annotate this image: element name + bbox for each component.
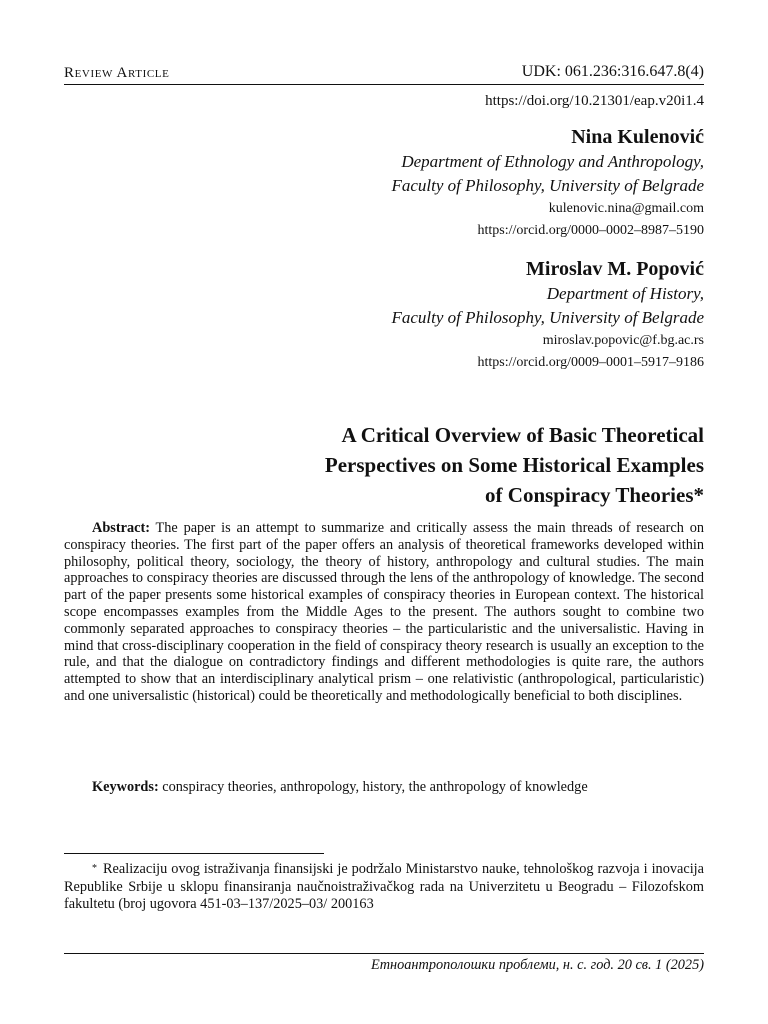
article-page <box>64 0 704 1024</box>
abstract <box>64 520 704 705</box>
article-title <box>64 420 704 510</box>
keywords-label: Keywords: <box>92 779 159 795</box>
footnote <box>64 861 704 914</box>
abstract-text: The paper is an attempt to summarize and critically assess the main threads of research on conspiracy theories. The first part of the paper offers an analysis of theoretical frameworks developed within philosophy, political theory, sociology, the theory of history, anthropology and cultural studies. The main approaches to conspiracy theories are discussed through the lens of the anthropology of knowledge. The second part of the paper presents some historical examples of conspiracy theories in European context. The historical scope encompasses examples from the Middle Ages to the present. The authors sought to combine two commonly separated approaches to conspiracy theories – the particularistic and the universalistic. Having in mind that cross-disciplinary cooperation in the field of conspiracy theory research is usually an exception to the rule, and that the dialogue on contradictory findings and different methodologies is quite rare, the authors attempted to show that an interdisciplinary analytical prism – one relativistic (anthropological, particularistic) and one universalistic (historical) could be theoretically and methodologically beneficial to both disciplines. <box>64 520 704 704</box>
author-orcid[interactable]: https://orcid.org/0000–0002–8987–5190 <box>477 223 704 238</box>
footnote-text: Realizaciju ovog istraživanja finansijski je podržalo Ministarstvo nauke, tehnološkog razvoja i inovacija Republike Srbije u sklopu finansiranja naučnoistraživačkog rada na Univerzitetu u Beogradu – Filozofskom fakultetu (broj ugovora 451-03–137/2025–03/ 200163 <box>64 861 704 912</box>
journal-footer: Етноантрополошки проблеми, н. с. год. 20 св. 1 (2025) <box>370 957 704 973</box>
author-faculty: Faculty of Philosophy, University of Belgrade <box>391 308 704 327</box>
title-line-1: A Critical Overview of Basic Theoretical <box>341 423 704 447</box>
udk-code: UDK: 061.236:316.647.8(4) <box>521 63 704 80</box>
author-faculty: Faculty of Philosophy, University of Belgrade <box>391 176 704 195</box>
author-department: Department of Ethnology and Anthropology, <box>401 152 704 171</box>
author-email[interactable]: miroslav.popovic@f.bg.ac.rs <box>542 333 704 348</box>
abstract-label: Abstract: <box>92 520 150 536</box>
footer-divider <box>64 953 704 954</box>
author-name: Nina Kulenović <box>571 126 704 148</box>
author-name: Miroslav M. Popović <box>526 258 704 280</box>
author-department: Department of History, <box>546 284 704 303</box>
footnote-divider <box>64 853 324 854</box>
author-email[interactable]: kulenovic.nina@gmail.com <box>548 201 704 216</box>
footnote-marker: * <box>92 863 97 874</box>
keywords-text: conspiracy theories, anthropology, history, the anthropology of knowledge <box>158 779 588 795</box>
running-header <box>64 63 704 83</box>
title-line-3: of Conspiracy Theories* <box>485 483 704 507</box>
author-block-1 <box>64 124 704 242</box>
keywords <box>92 778 704 796</box>
title-line-2: Perspectives on Some Historical Examples <box>324 453 704 477</box>
author-orcid[interactable]: https://orcid.org/0009–0001–5917–9186 <box>477 355 704 370</box>
author-block-2 <box>64 256 704 374</box>
doi-link[interactable]: https://doi.org/10.21301/eap.v20i1.4 <box>485 93 704 109</box>
header-divider <box>64 84 704 85</box>
article-type-label: Review Article <box>64 65 170 81</box>
